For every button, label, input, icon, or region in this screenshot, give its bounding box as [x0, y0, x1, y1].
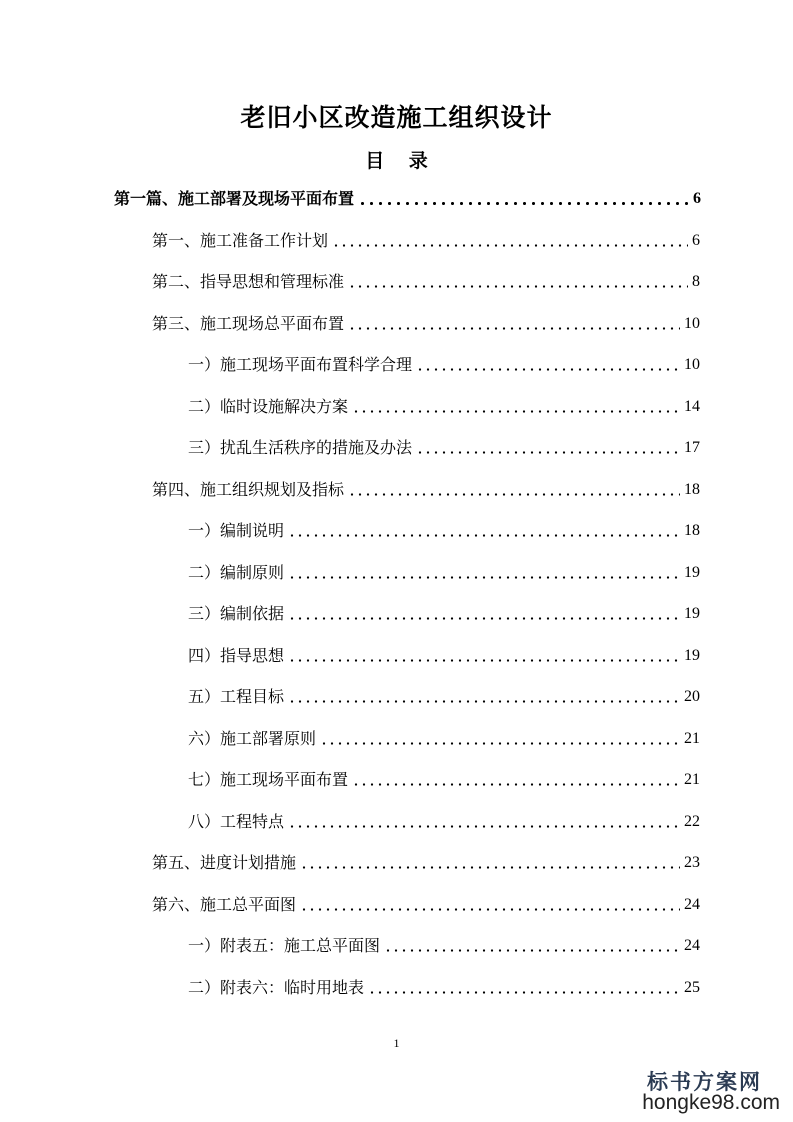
toc-entry-page: 14: [684, 398, 700, 415]
dot-leader: [358, 202, 689, 205]
toc-entry-part-1[interactable]: [114, 187, 701, 211]
toc-entry-page: 8: [692, 273, 700, 290]
toc-entry-label: 三）扰乱生活秩序的措施及办法: [188, 438, 413, 457]
toc-entry[interactable]: [188, 644, 700, 668]
dot-leader: [288, 659, 680, 662]
dot-leader: [348, 285, 688, 288]
toc-entry-page: 10: [684, 315, 700, 332]
toc-entry-page: 19: [684, 647, 700, 664]
toc-entry-label: 六）施工部署原则: [188, 729, 317, 748]
toc-entry[interactable]: [188, 810, 700, 834]
toc-entry[interactable]: [188, 768, 700, 792]
page-number: 1: [393, 1036, 400, 1050]
toc-entry-page: 25: [684, 979, 700, 996]
watermark-logo: [642, 1066, 786, 1118]
toc-entry-label: 一）施工现场平面布置科学合理: [188, 355, 413, 374]
dot-leader: [288, 576, 680, 579]
toc-entry-label: 第三、施工现场总平面布置: [152, 314, 345, 333]
toc-entry[interactable]: [152, 270, 700, 294]
dot-leader: [332, 244, 688, 247]
toc-entry[interactable]: [188, 727, 700, 751]
document-title: 老旧小区改造施工组织设计: [240, 103, 553, 132]
dot-leader: [348, 493, 680, 496]
toc-entry-page: 24: [684, 896, 700, 913]
toc-entry-label: 第六、施工总平面图: [152, 895, 297, 914]
dot-leader: [288, 534, 680, 537]
toc-entry-page: 21: [684, 730, 700, 747]
dot-leader: [300, 866, 680, 869]
dot-leader: [288, 700, 680, 703]
toc-entry-page: 21: [684, 771, 700, 788]
toc-entry-page: 10: [684, 356, 700, 373]
toc-entry[interactable]: [188, 561, 700, 585]
toc-entry[interactable]: [188, 519, 700, 543]
dot-leader: [384, 949, 680, 952]
toc-entry-label: 一）编制说明: [188, 521, 285, 540]
toc-entry[interactable]: [188, 436, 700, 460]
toc-entry[interactable]: [152, 893, 700, 917]
toc-entry[interactable]: [152, 229, 700, 253]
toc-entry-page: 18: [684, 522, 700, 539]
toc-entry-label: 三）编制依据: [188, 604, 285, 623]
toc-entry-page: 24: [684, 937, 700, 954]
dot-leader: [352, 410, 680, 413]
dot-leader: [288, 825, 680, 828]
toc-entry[interactable]: [188, 602, 700, 626]
toc-entry-label: 五）工程目标: [188, 687, 285, 706]
toc-entry-label: 第四、施工组织规划及指标: [152, 480, 345, 499]
toc-entry[interactable]: [152, 851, 700, 875]
dot-leader: [368, 991, 680, 994]
toc-entry-label: 第一篇、施工部署及现场平面布置: [114, 189, 355, 208]
dot-leader: [352, 783, 680, 786]
toc-entry-page: 6: [692, 232, 700, 249]
dot-leader: [348, 327, 680, 330]
toc-entry-page: 19: [684, 605, 700, 622]
toc-entry-label: 四）指导思想: [188, 646, 285, 665]
dot-leader: [320, 742, 680, 745]
dot-leader: [288, 617, 680, 620]
toc-entry-label: 第二、指导思想和管理标准: [152, 272, 345, 291]
toc-entry-page: 17: [684, 439, 700, 456]
watermark-brand: 标书方案网: [647, 1069, 762, 1094]
toc-entry-page: 18: [684, 481, 700, 498]
toc-entry-label: 第一、施工准备工作计划: [152, 231, 329, 250]
toc-entry-page: 20: [684, 688, 700, 705]
toc-entry-label: 二）临时设施解决方案: [188, 397, 349, 416]
toc-entry-label: 二）附表六：临时用地表: [188, 978, 365, 997]
dot-leader: [300, 908, 680, 911]
toc-entry-page: 6: [693, 190, 701, 207]
toc-entry[interactable]: [188, 934, 700, 958]
toc-entry[interactable]: [188, 395, 700, 419]
toc-entry-label: 一）附表五：施工总平面图: [188, 936, 381, 955]
toc-entry-page: 23: [684, 854, 700, 871]
toc-entry[interactable]: [188, 685, 700, 709]
toc-entry-label: 七）施工现场平面布置: [188, 770, 349, 789]
watermark-url: hongke98.com: [642, 1091, 780, 1114]
toc-entry[interactable]: [188, 353, 700, 377]
toc-heading: 目 录: [365, 150, 428, 172]
toc-entry-page: 22: [684, 813, 700, 830]
toc-entry[interactable]: [152, 478, 700, 502]
toc-entry[interactable]: [152, 312, 700, 336]
toc-entry-label: 第五、进度计划措施: [152, 853, 297, 872]
dot-leader: [416, 368, 680, 371]
dot-leader: [416, 451, 680, 454]
toc-entry-page: 19: [684, 564, 700, 581]
toc-entry-label: 二）编制原则: [188, 563, 285, 582]
toc-entry[interactable]: [188, 976, 700, 1000]
toc-entry-label: 八）工程特点: [188, 812, 285, 831]
